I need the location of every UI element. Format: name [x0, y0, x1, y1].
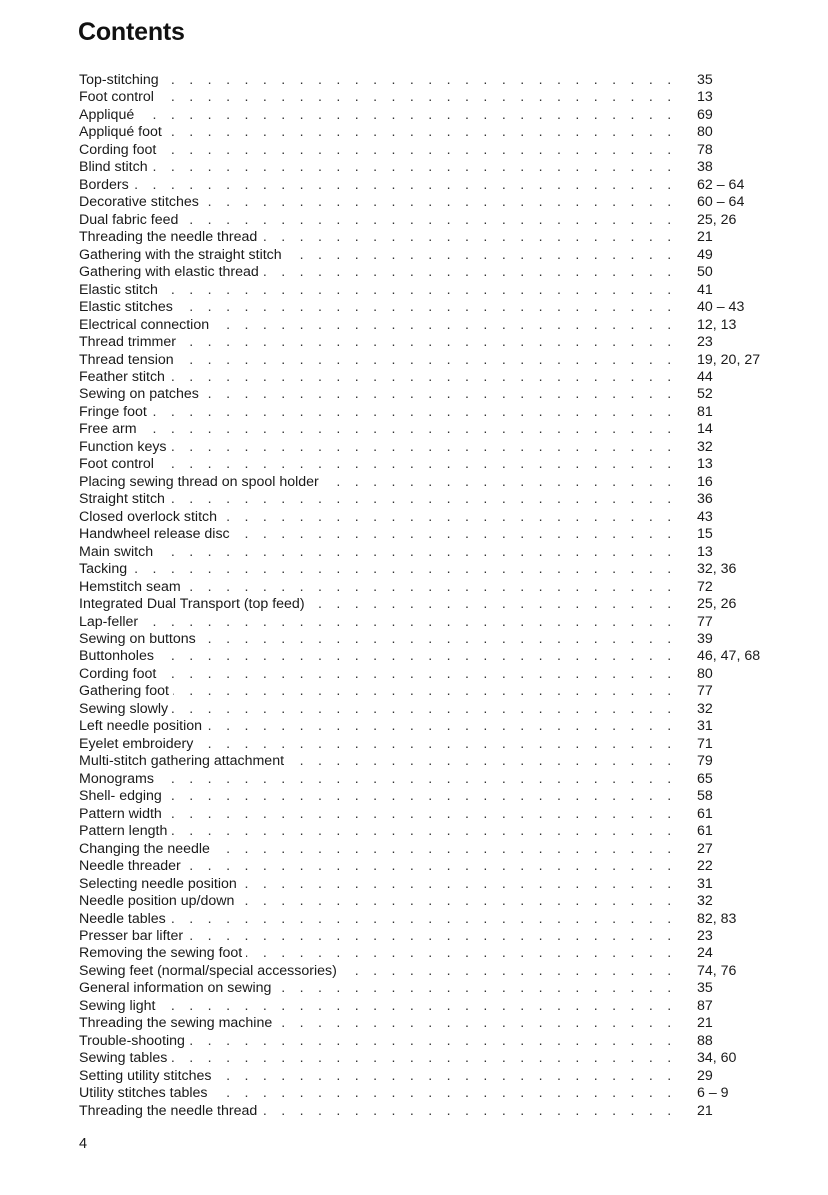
toc-entry-page: 16: [697, 473, 713, 490]
toc-entry: [79, 1103, 779, 1120]
toc-entry-page: 23: [697, 927, 713, 944]
toc-entry: [79, 980, 779, 997]
dot-leader: [79, 421, 681, 438]
toc-entry-label: Changing the needle: [79, 841, 214, 858]
toc-entry-label: Function keys: [79, 439, 171, 456]
dot-leader: [79, 89, 681, 106]
toc-entry-label: Appliqué foot: [79, 124, 166, 141]
toc-entry: [79, 666, 779, 683]
toc-entry-page: 62 – 64: [697, 176, 745, 193]
toc-entry-page: 61: [697, 805, 713, 822]
toc-entry-label: Presser bar lifter: [79, 928, 187, 945]
toc-entry-page: 6 – 9: [697, 1085, 729, 1102]
toc-entry-page: 80: [697, 665, 713, 682]
toc-entry-page: 43: [697, 508, 713, 525]
toc-entry-page: 32, 36: [697, 561, 737, 578]
toc-entry: [79, 841, 779, 858]
toc-entry-page: 80: [697, 124, 713, 141]
toc-entry: [79, 806, 779, 823]
toc-entry: [79, 928, 779, 945]
toc-entry-label: Borders: [79, 177, 133, 194]
toc-entry-page: 35: [697, 72, 713, 88]
toc-entry-page: 29: [697, 1067, 713, 1084]
toc-entry-page: 38: [697, 159, 713, 176]
toc-entry: [79, 718, 779, 735]
toc-entry: [79, 491, 779, 508]
toc-entry-page: 50: [697, 264, 713, 281]
toc-entry-label: Gathering foot: [79, 683, 173, 700]
toc-entry-label: Gathering with the straight stitch: [79, 247, 286, 264]
toc-entry-page: 78: [697, 141, 713, 158]
toc-entry-page: 46, 47, 68: [697, 648, 761, 665]
toc-entry-page: 25, 26: [697, 596, 737, 613]
toc-entry: [79, 421, 779, 438]
toc-entry-page: 34, 60: [697, 1050, 737, 1067]
toc-entry-page: 27: [697, 840, 713, 857]
toc-entry-page: 36: [697, 491, 713, 508]
page-number: 4: [79, 1136, 88, 1152]
toc-entry-label: Selecting needle position: [79, 876, 241, 893]
toc-entry-page: 21: [697, 1102, 713, 1119]
toc-entry-label: Tacking: [79, 561, 131, 578]
toc-entry-page: 65: [697, 770, 713, 787]
toc-entry: [79, 474, 779, 491]
toc-entry-page: 23: [697, 334, 713, 351]
dot-leader: [79, 72, 681, 89]
toc-entry: [79, 945, 779, 962]
toc-entry-label: Free arm: [79, 421, 141, 438]
toc-entry-label: Cording foot: [79, 142, 160, 159]
toc-entry-page: 15: [697, 526, 713, 543]
toc-entry-page: 77: [697, 683, 713, 700]
toc-entry-label: Straight stitch: [79, 491, 169, 508]
toc-entry-page: 79: [697, 753, 713, 770]
toc-entry-label: Dual fabric feed: [79, 212, 182, 229]
toc-entry: [79, 683, 779, 700]
toc-entry: [79, 823, 779, 840]
toc-entry-label: Threading the sewing machine: [79, 1015, 276, 1032]
toc-entry: [79, 299, 779, 316]
toc-entry: [79, 212, 779, 229]
toc-entry-label: Electrical connection: [79, 317, 213, 334]
toc-entry-page: 31: [697, 875, 713, 892]
toc-entry-page: 21: [697, 1015, 713, 1032]
toc-entry-label: Lap-feller: [79, 614, 142, 631]
toc-entry-label: Shell- edging: [79, 788, 166, 805]
toc-entry-page: 72: [697, 578, 713, 595]
toc-entry-label: Sewing slowly: [79, 701, 172, 718]
toc-entry-page: 24: [697, 945, 713, 962]
toc-entry-label: Needle position up/down: [79, 893, 238, 910]
toc-entry: [79, 876, 779, 893]
toc-entry: [79, 439, 779, 456]
toc-entry-page: 35: [697, 980, 713, 997]
toc-entry-page: 44: [697, 368, 713, 385]
toc-entry: [79, 1033, 779, 1050]
toc-entry: [79, 89, 779, 106]
toc-entry-label: Utility stitches tables: [79, 1085, 212, 1102]
toc-entry-label: Handwheel release disc: [79, 526, 234, 543]
toc-entry-label: Thread tension: [79, 352, 178, 369]
toc-entry-page: 41: [697, 281, 713, 298]
dot-leader: [79, 998, 681, 1015]
toc-entry-label: Elastic stitches: [79, 299, 177, 316]
page-title: Contents: [78, 18, 185, 46]
toc-entry: [79, 177, 779, 194]
toc-entry: [79, 229, 779, 246]
toc-entry-label: Elastic stitch: [79, 282, 162, 299]
toc-entry-label: Thread trimmer: [79, 334, 180, 351]
toc-entry-page: 22: [697, 858, 713, 875]
toc-entry: [79, 544, 779, 561]
toc-entry-label: Multi-stitch gathering attachment: [79, 753, 288, 770]
dot-leader: [79, 282, 681, 299]
toc-entry: [79, 963, 779, 980]
toc-entry-page: 88: [697, 1032, 713, 1049]
toc-entry-page: 69: [697, 106, 713, 123]
toc-entry-label: Pattern width: [79, 806, 166, 823]
dot-leader: [79, 456, 681, 473]
toc-entry-page: 13: [697, 89, 713, 106]
toc-entry-page: 52: [697, 386, 713, 403]
toc-entry-page: 40 – 43: [697, 299, 745, 316]
toc-entry: [79, 264, 779, 281]
toc-entry-page: 61: [697, 823, 713, 840]
toc-entry-page: 32: [697, 700, 713, 717]
toc-entry-page: 31: [697, 718, 713, 735]
toc-entry-label: Trouble-shooting: [79, 1033, 189, 1050]
toc-entry: [79, 1085, 779, 1102]
toc-entry-label: Closed overlock stitch: [79, 509, 221, 526]
toc-entry-label: Feather stitch: [79, 369, 169, 386]
toc-entry: [79, 701, 779, 718]
toc-entry-page: 77: [697, 613, 713, 630]
dot-leader: [79, 806, 681, 823]
dot-leader: [79, 404, 681, 421]
toc-entry-label: Needle tables: [79, 911, 170, 928]
toc-entry: [79, 404, 779, 421]
toc-entry-page: 14: [697, 421, 713, 438]
toc-entry-page: 25, 26: [697, 211, 737, 228]
toc-entry-label: General information on sewing: [79, 980, 275, 997]
toc-entry-label: Setting utility stitches: [79, 1068, 215, 1085]
dot-leader: [79, 544, 681, 561]
toc-entry-label: Buttonholes: [79, 648, 158, 665]
toc-entry: [79, 788, 779, 805]
toc-entry-page: 58: [697, 788, 713, 805]
dot-leader: [79, 159, 681, 176]
toc-entry-page: 13: [697, 456, 713, 473]
dot-leader: [79, 788, 681, 805]
toc-entry-label: Eyelet embroidery: [79, 736, 197, 753]
toc-entry-label: Foot control: [79, 456, 158, 473]
toc-entry-label: Top-stitching: [79, 72, 163, 89]
toc-entry-label: Placing sewing thread on spool holder: [79, 474, 323, 491]
toc-entry-page: 21: [697, 229, 713, 246]
toc-entry: [79, 386, 779, 403]
toc-entry: [79, 124, 779, 141]
toc-entry: [79, 998, 779, 1015]
dot-leader: [79, 142, 681, 159]
toc-entry-page: 13: [697, 543, 713, 560]
toc-entry: [79, 159, 779, 176]
toc-entry-page: 87: [697, 997, 713, 1014]
toc-entry: [79, 456, 779, 473]
toc-entry: [79, 334, 779, 351]
toc-entry-label: Monograms: [79, 771, 158, 788]
toc-entry-label: Cording foot: [79, 666, 160, 683]
dot-leader: [79, 666, 681, 683]
contents-list: [79, 72, 779, 1120]
toc-entry: [79, 596, 779, 613]
toc-entry: [79, 107, 779, 124]
toc-entry: [79, 509, 779, 526]
toc-entry-page: 12, 13: [697, 316, 737, 333]
toc-entry: [79, 771, 779, 788]
toc-entry: [79, 72, 779, 89]
toc-entry-label: Gathering with elastic thread: [79, 264, 263, 281]
dot-leader: [79, 369, 681, 386]
toc-entry-label: Removing the sewing foot: [79, 945, 246, 962]
toc-entry: [79, 753, 779, 770]
toc-entry-label: Left needle position: [79, 718, 206, 735]
toc-entry-page: 32: [697, 893, 713, 910]
toc-entry-page: 32: [697, 438, 713, 455]
toc-entry-label: Sewing tables: [79, 1050, 171, 1067]
toc-entry: [79, 911, 779, 928]
toc-entry-label: Needle threader: [79, 858, 185, 875]
toc-entry-label: Hemstitch seam: [79, 579, 185, 596]
toc-entry-page: 39: [697, 631, 713, 647]
toc-entry: [79, 561, 779, 578]
toc-entry: [79, 142, 779, 159]
dot-leader: [79, 561, 681, 578]
toc-entry: [79, 352, 779, 369]
toc-entry-label: Sewing on buttons: [79, 631, 200, 648]
dot-leader: [79, 124, 681, 141]
toc-entry: [79, 614, 779, 631]
dot-leader: [79, 648, 681, 665]
dot-leader: [79, 771, 681, 788]
toc-entry: [79, 1015, 779, 1032]
toc-entry-page: 74, 76: [697, 962, 737, 979]
toc-entry-label: Integrated Dual Transport (top feed): [79, 596, 309, 613]
dot-leader: [79, 491, 681, 508]
toc-entry-page: 49: [697, 246, 713, 263]
dot-leader: [79, 107, 681, 124]
toc-entry: [79, 1068, 779, 1085]
toc-entry: [79, 526, 779, 543]
toc-entry-label: Sewing feet (normal/special accessories): [79, 963, 341, 980]
toc-entry-page: 71: [697, 735, 713, 752]
toc-entry-page: 81: [697, 403, 713, 420]
toc-entry: [79, 736, 779, 753]
toc-entry-label: Threading the needle thread: [79, 1103, 261, 1120]
toc-entry-page: 60 – 64: [697, 194, 745, 211]
toc-entry-label: Threading the needle thread: [79, 229, 261, 246]
toc-entry-label: Pattern length: [79, 823, 171, 840]
toc-entry-label: Decorative stitches: [79, 194, 203, 211]
toc-entry: [79, 194, 779, 211]
toc-entry: [79, 247, 779, 264]
dot-leader: [79, 177, 681, 194]
toc-entry-label: Sewing on patches: [79, 386, 203, 403]
toc-entry: [79, 282, 779, 299]
toc-entry: [79, 631, 779, 648]
toc-entry-label: Sewing light: [79, 998, 160, 1015]
toc-entry-label: Main switch: [79, 544, 157, 561]
toc-entry-label: Blind stitch: [79, 159, 152, 176]
toc-entry: [79, 317, 779, 334]
toc-entry: [79, 369, 779, 386]
toc-entry-label: Foot control: [79, 89, 158, 106]
toc-entry: [79, 858, 779, 875]
dot-leader: [79, 614, 681, 631]
toc-entry: [79, 648, 779, 665]
toc-entry-label: Fringe foot: [79, 404, 151, 421]
toc-entry: [79, 579, 779, 596]
toc-entry: [79, 1050, 779, 1067]
toc-entry: [79, 893, 779, 910]
toc-entry-label: Appliqué: [79, 107, 138, 124]
toc-entry-page: 19, 20, 27: [697, 351, 761, 368]
toc-entry-page: 82, 83: [697, 910, 737, 927]
